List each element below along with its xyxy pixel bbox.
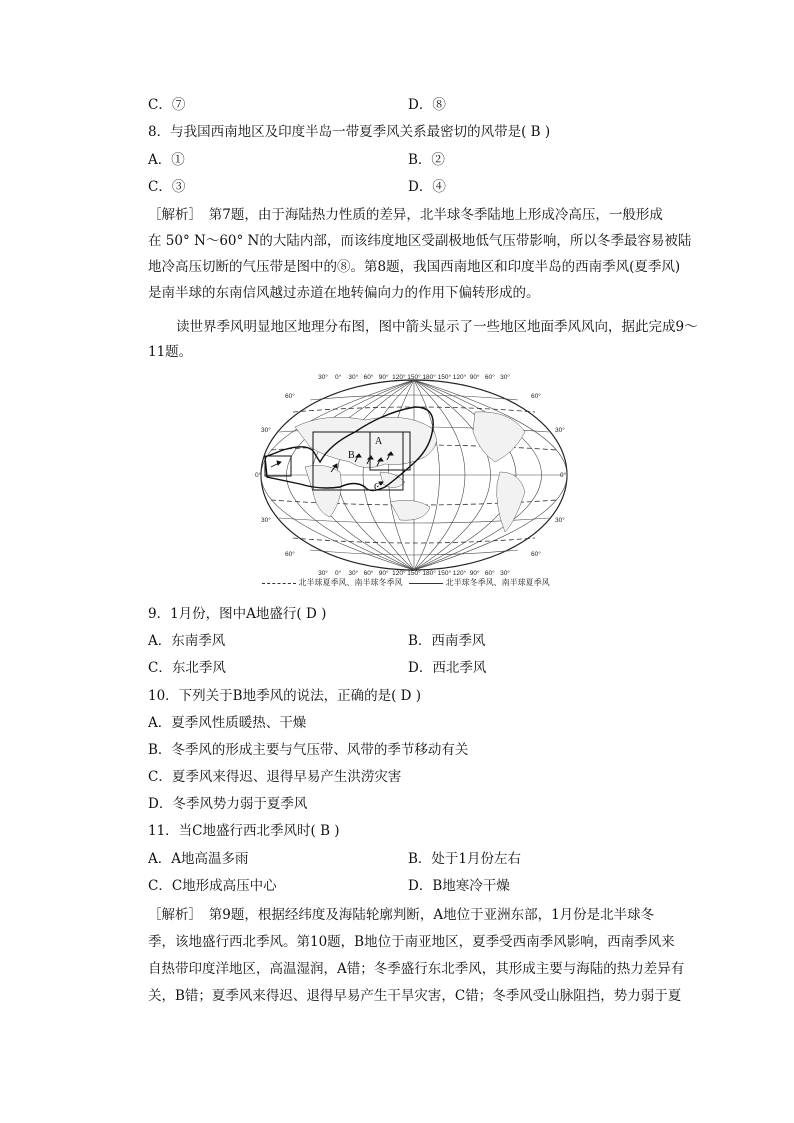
analysis2-line-3: 自热带印度洋地区，高温湿润，A错；冬季盛行东北季风，其形成主要与海陆的热力差异有 [148,961,685,977]
top-longitude-label: 150° [407,374,421,381]
q11-option-c[interactable]: C．C地形成高压中心 [148,878,277,894]
bottom-longitude-label: 120° [452,570,467,577]
right-latitude-label: 60° [531,393,541,400]
right-latitude-label: 30° [555,427,565,434]
left-latitude-label: 60° [285,393,295,400]
region-label-c: C [374,482,381,493]
top-longitude-label: 30° [348,374,359,381]
analysis2-line-4: 关，B错；夏季风来得迟、退得早易产生干旱灾害，C错；冬季风受山脉阻挡，势力弱于夏 [148,988,682,1004]
q9-option-d[interactable]: D．西北季风 [408,660,487,676]
q8-option-b[interactable]: B．② [408,152,445,168]
world-monsoon-map [255,372,573,590]
bottom-longitude-label: 150° [437,570,452,577]
bottom-longitude-label: 30° [318,570,328,577]
bottom-longitude-label: 90° [378,570,389,577]
top-longitude-label: 60° [484,374,495,381]
left-latitude-label: 30° [261,517,271,524]
q10-option-b[interactable]: B．冬季风的形成主要与气压带、风带的季节移动有关 [148,742,469,758]
map-svg [255,372,573,577]
legend-solid-label: 北半球冬季风、南半球夏季风 [445,578,550,587]
top-longitude-label: 0° [335,374,342,381]
analysis1-line-2: 在 50° N～60° N的大陆内部，而该纬度地区受副极地低气压带影响，所以冬季最容易被陆 [148,233,692,249]
right-latitude-label: 60° [531,551,541,558]
q10-option-d[interactable]: D．冬季风势力弱于夏季风 [148,796,308,812]
q10-option-a[interactable]: A．夏季风性质暖热、干燥 [148,715,307,731]
bottom-longitude-labels [318,569,510,577]
intro-line-2: 11题。 [148,344,193,360]
map-legend [262,577,550,588]
top-longitude-label: 120° [452,374,467,381]
bottom-longitude-label: 150° [407,570,421,577]
q7-option-c[interactable]: C．⑦ [148,97,186,113]
q10-option-c[interactable]: C．夏季风来得迟、退得早易产生洪涝灾害 [148,769,402,785]
q7-option-d[interactable]: D．⑧ [408,97,446,113]
legend-dashed-arrow [262,583,296,584]
left-latitude-label: 30° [261,427,271,434]
bottom-longitude-label: 30° [348,570,359,577]
q10-stem: 10．下列关于B地季风的说法，正确的是( D ) [148,688,422,704]
top-longitude-label: 30° [318,374,328,381]
top-longitude-label: 120° [392,374,406,381]
top-longitude-label: 150° [437,374,452,381]
bottom-longitude-label: 0° [335,570,342,577]
intro-line-1: 读世界季风明显地区地理分布图，图中箭头显示了一些地区地面季风风向，据此完成9～ [176,319,698,335]
top-longitude-label: 90° [469,374,480,381]
top-longitude-label: 60° [363,374,374,381]
bottom-longitude-label: 180° [422,570,436,577]
top-longitude-label: 30° [500,374,510,381]
q11-option-a[interactable]: A．A地高温多雨 [148,851,249,867]
q8-option-c[interactable]: C．③ [148,179,186,195]
q9-option-b[interactable]: B．西南季风 [408,633,486,649]
left-latitude-label: 0° [255,472,262,479]
analysis1-line-4: 是南半球的东南信风越过赤道在地转偏向力的作用下偏转形成的。 [148,285,540,301]
q11-stem: 11．当C地盛行西北季风时( B ) [148,823,340,839]
right-latitude-label: 30° [555,517,565,524]
top-longitude-label: 180° [422,374,436,381]
q9-option-c[interactable]: C．东北季风 [148,660,226,676]
q9-stem: 9．1月份，图中A地盛行( D ) [148,606,327,622]
top-longitude-labels [318,373,510,381]
bottom-longitude-label: 60° [363,570,374,577]
analysis1-line-1: ［解析］ 第7题，由于海陆热力性质的差异，北半球冬季陆地上形成冷高压，一般形成 [148,207,663,223]
analysis2-line-2: 季，该地盛行西北季风。第10题，B地位于南亚地区，夏季受西南季风影响，西南季风来 [148,934,675,950]
right-latitude-label: 0° [560,472,567,479]
q8-option-d[interactable]: D．④ [408,179,446,195]
bottom-longitude-label: 90° [469,570,480,577]
legend-dashed-label: 北半球夏季风、南半球冬季风 [298,578,403,587]
bottom-longitude-label: 60° [484,570,495,577]
region-label-b: B [348,450,355,461]
analysis1-line-3: 地冷高压切断的气压带是图中的⑧。第8题，我国西南地区和印度半岛的西南季风(夏季风) [148,259,681,275]
q9-option-a[interactable]: A．东南季风 [148,633,226,649]
q11-option-b[interactable]: B．处于1月份左右 [408,851,522,867]
legend-solid-arrow [409,583,443,584]
analysis2-line-1: ［解析］ 第9题，根据经纬度及海陆轮廓判断，A地位于亚洲东部，1月份是北半球冬 [148,907,655,923]
q8-option-a[interactable]: A．① [148,152,185,168]
left-latitude-label: 60° [285,551,295,558]
q11-option-d[interactable]: D．B地寒冷干燥 [408,878,510,894]
bottom-longitude-label: 30° [500,570,510,577]
q8-stem: 8．与我国西南地区及印度半岛一带夏季风关系最密切的风带是( B ) [148,124,551,140]
region-label-a: A [375,436,383,447]
bottom-longitude-label: 120° [392,570,406,577]
top-longitude-label: 90° [378,374,389,381]
